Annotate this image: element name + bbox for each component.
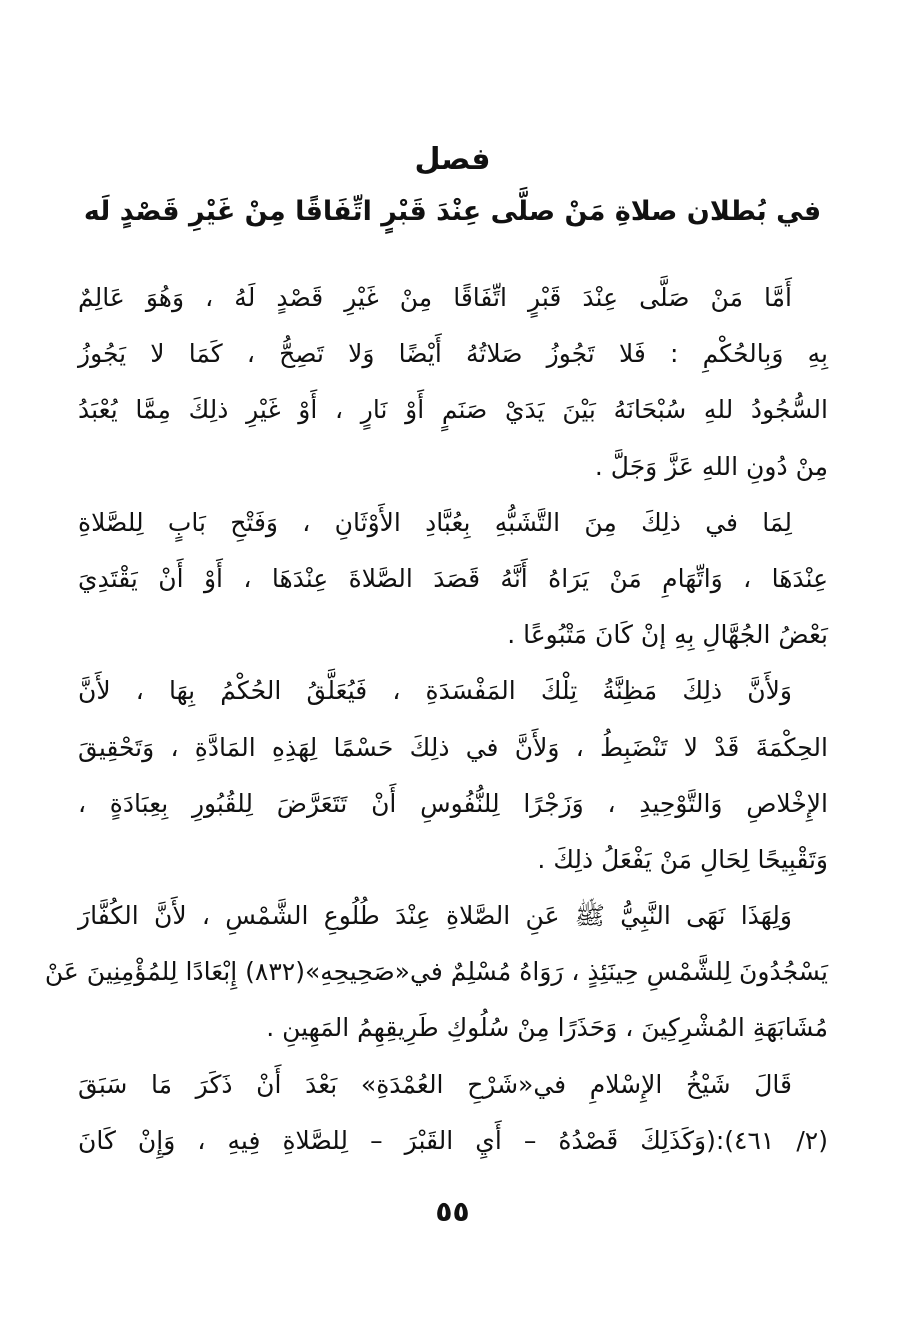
- text-line: قَالَ شَيْخُ الإِسْلامِ في«شَرْحِ العُمْدَةِ» بَعْدَ أَنْ ذَكَرَ مَا سَبَقَ: [78, 1069, 792, 1099]
- text-line: وَلِهَذَا نَهَى النَّبِيُّ ﷺ عَنِ الصَّلاةِ عِنْدَ طُلُوعِ الشَّمْسِ ، لأَنَّ الكُفَّارَ: [78, 901, 792, 931]
- text-line: مِنْ دُونِ اللهِ عَزَّ وَجَلَّ .: [594, 451, 828, 481]
- text-line: وَلأَنَّ ذلِكَ مَظِنَّةُ تِلْكَ المَفْسَدَةِ ، فَيُعَلَّقُ الحُكْمُ بِهَا ، لأَنَّ: [78, 676, 792, 706]
- text-line: السُّجُودُ للهِ سُبْحَانَهُ بَيْنَ يَدَيْ صَنَمٍ أَوْ نَارٍ ، أَوْ غَيْرِ ذلِكَ مِمَّا يُعْبَدُ: [78, 395, 828, 425]
- text-line: وَتَقْبِيحًا لِحَالِ مَنْ يَفْعَلُ ذلِكَ .: [537, 844, 828, 874]
- text-line: يَسْجُدُونَ لِلشَّمْسِ حِينَئِذٍ ، رَوَاهُ مُسْلِمٌ في«صَحِيحِهِ»(٨٣٢) إِبْعَادًا لِلمُؤْمِنِينَ عَنْ: [44, 957, 828, 987]
- page-number: ٥٥: [435, 1195, 470, 1228]
- text-line: بَعْضُ الجُهَّالِ بِهِ إنْ كَانَ مَتْبُوعًا .: [507, 620, 828, 650]
- section-title: فصل: [414, 142, 491, 177]
- text-line: الحِكْمَةَ قَدْ لا تَنْضَبِطُ ، وَلأَنَّ في ذلِكَ حَسْمًا لِهَذِهِ المَادَّةِ ، وَتَحْقِيقَ: [78, 732, 828, 762]
- section-subtitle: في بُطلان صلاةِ مَنْ صلَّى عِنْدَ قَبْرٍ اتِّفَاقًا مِنْ غَيْرِ قَصْدٍ لَه: [83, 196, 822, 227]
- text-line: مُشَابَهَةِ المُشْرِكِينَ ، وَحَذَرًا مِنْ سُلُوكِ طَرِيقِهِمُ المَهِينِ .: [266, 1013, 828, 1043]
- text-line: عِنْدَهَا ، وَاتِّهَامِ مَنْ يَرَاهُ أَنَّهُ قَصَدَ الصَّلاةَ عِنْدَهَا ، أَوْ أَنْ يَقْتَدِيَ: [78, 563, 828, 593]
- text-line: بِهِ وَبِالحُكْمِ : فَلا تَجُوزُ صَلاتُهُ أَيْضًا وَلا تَصِحُّ ، كَمَا لا يَجُوزُ: [78, 339, 828, 369]
- text-line: لِمَا في ذلِكَ مِنَ التَّشَبُّهِ بِعُبَّادِ الأَوْثَانِ ، وَفَتْحِ بَابٍ لِلصَّلاةِ: [78, 507, 792, 537]
- body-text: [44, 270, 828, 1169]
- text-line: (٢/ ٤٦١):(وَكَذَلِكَ قَصْدُهُ – أَيِ القَبْرَ – لِلصَّلاةِ فِيهِ ، وَإِنْ كَانَ: [78, 1125, 828, 1155]
- text-line: الإِخْلاصِ وَالتَّوْحِيدِ ، وَزَجْرًا لِلنُّفُوسِ أَنْ تَتَعَرَّضَ لِلقُبُورِ بِعِبَادَةٍ ،: [78, 788, 828, 818]
- text-line: أَمَّا مَنْ صَلَّى عِنْدَ قَبْرٍ اتِّفَاقًا مِنْ غَيْرِ قَصْدٍ لَهُ ، وَهُوَ عَالِمٌ: [78, 283, 792, 312]
